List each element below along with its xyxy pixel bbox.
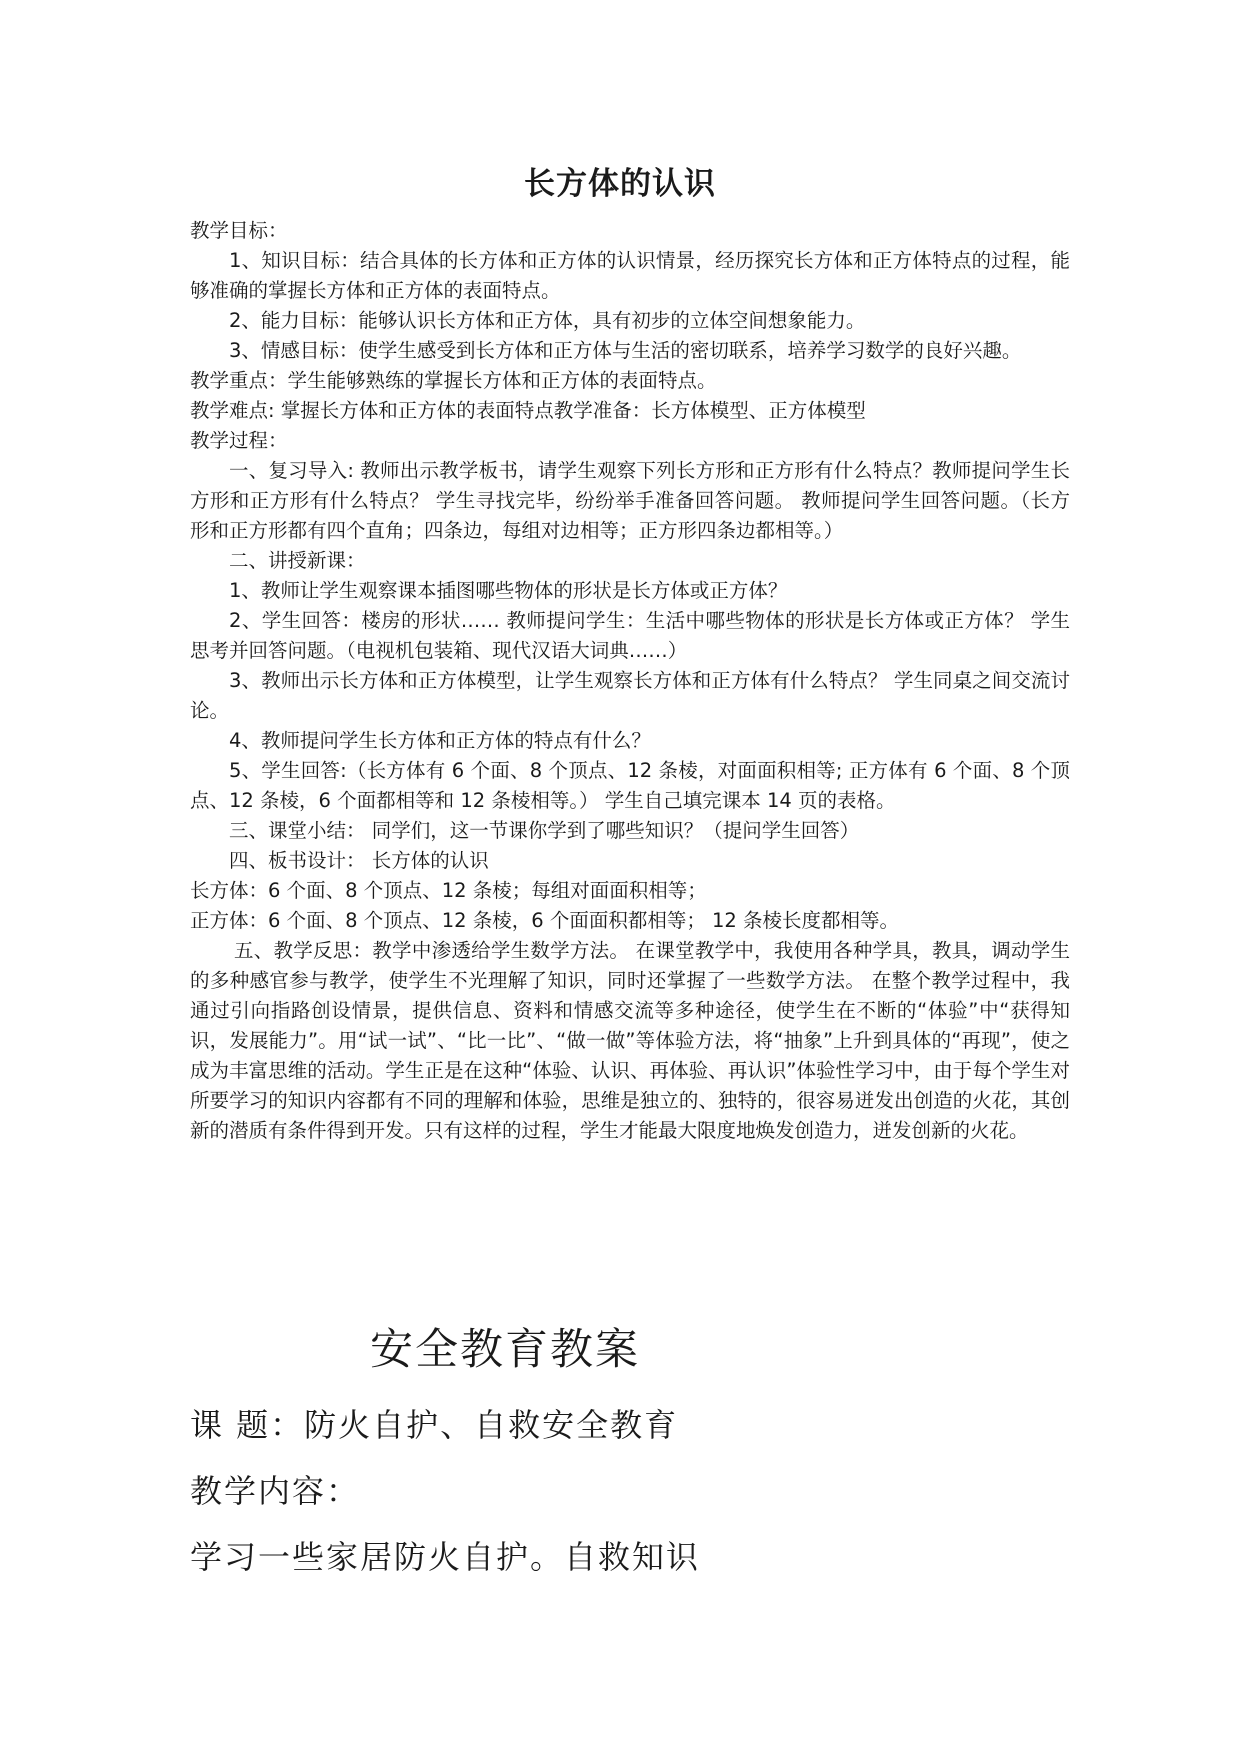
paragraph: 教学过程：: [190, 429, 288, 452]
paragraph: 1、教师让学生观察课本插图哪些物体的形状是长方体或正方体？: [229, 579, 788, 602]
paragraph: 5、学生回答:（长方体有 6 个面、8 个顶点、12 条棱，对面面积相等; 正方体有 6 个面、8 个顶点、12 条棱，6 个面都相等和 12 条棱相等。） 学生自己填完课本 14 页的表格。: [190, 759, 1070, 812]
document-body: [190, 216, 1070, 1146]
safety-lesson-title: 安全教育教案: [370, 1325, 640, 1375]
paragraph: 2、学生回答：楼房的形状…… 教师提问学生：生活中哪些物体的形状是长方体或正方体？ 学生思考并回答问题。（电视机包装箱、现代汉语大词典……）: [190, 609, 1070, 662]
paragraph: 教学重点：学生能够熟练的掌握长方体和正方体的表面特点。: [190, 369, 717, 392]
paragraph: 正方体：6 个面、8 个顶点、12 条棱，6 个面面积都相等； 12 条棱长度都相等。: [190, 909, 900, 932]
paragraph: 四、板书设计： 长方体的认识: [229, 849, 489, 872]
paragraph: 教学难点: 掌握长方体和正方体的表面特点教学准备：长方体模型、正方体模型: [190, 399, 866, 422]
paragraph: 一、复习导入: 教师出示教学板书，请学生观察下列长方形和正方形有什么特点？教师提问学生长方形和正方形有什么特点？ 学生寻找完毕，纷纷举手准备回答问题。 教师提问学生回答问题。（长方形和正方形都有四个直角；四条边，每组对边相等；正方形四条边都相等。）: [190, 459, 1070, 542]
paragraph: 教学目标：: [190, 219, 288, 242]
paragraph: 长方体：6 个面、8 个顶点、12 条棱；每组对面面积相等；: [190, 879, 707, 902]
paragraph: 三、课堂小结： 同学们，这一节课你学到了哪些知识？（提问学生回答）: [229, 819, 860, 842]
paragraph: 3、教师出示长方体和正方体模型，让学生观察长方体和正方体有什么特点？ 学生同桌之间交流讨论。: [190, 669, 1070, 722]
lesson-content-label: 教学内容：: [190, 1472, 361, 1510]
lesson-topic: 课 题：防火自护、自救安全教育: [190, 1406, 679, 1444]
paragraph: 五、教学反思：教学中渗透给学生数学方法。 在课堂教学中，我使用各种学具，教具，调动学生的多种感官参与教学，使学生不光理解了知识，同时还掌握了一些数学方法。 在整个教学过程中，我通过引向指路创设情景，提供信息、资料和情感交流等多种途径，使学生在不断的“体验”中“获得知识，发展能力”。用“试一试”、“比一比”、“做一做”等体验方法，将“抽象”上升到具体的“再现”，使之成为丰富思维的活动。学生正是在这种“体验、认识、再体验、再认识”体验性学习中，由于每个学生对所要学习的知识内容都有不同的理解和体验，思维是独立的、独特的，很容易迸发出创造的火花，其创新的潜质有条件得到开发。只有这样的过程，学生才能最大限度地焕发创造力，迸发创新的火花。: [190, 939, 1070, 1142]
paragraph: 4、教师提问学生长方体和正方体的特点有什么？: [229, 729, 651, 752]
paragraph: 3、情感目标：使学生感受到长方体和正方体与生活的密切联系，培养学习数学的良好兴趣。: [229, 339, 1022, 362]
lesson-content: 学习一些家居防火自护。自救知识: [190, 1538, 701, 1576]
document-title: 长方体的认识: [524, 166, 716, 202]
paragraph: 2、能力目标：能够认识长方体和正方体，具有初步的立体空间想象能力。: [229, 309, 866, 332]
paragraph: 二、讲授新课：: [229, 549, 366, 572]
paragraph: 1、知识目标：结合具体的长方体和正方体的认识情景，经历探究长方体和正方体特点的过程，能够准确的掌握长方体和正方体的表面特点。: [190, 249, 1070, 302]
